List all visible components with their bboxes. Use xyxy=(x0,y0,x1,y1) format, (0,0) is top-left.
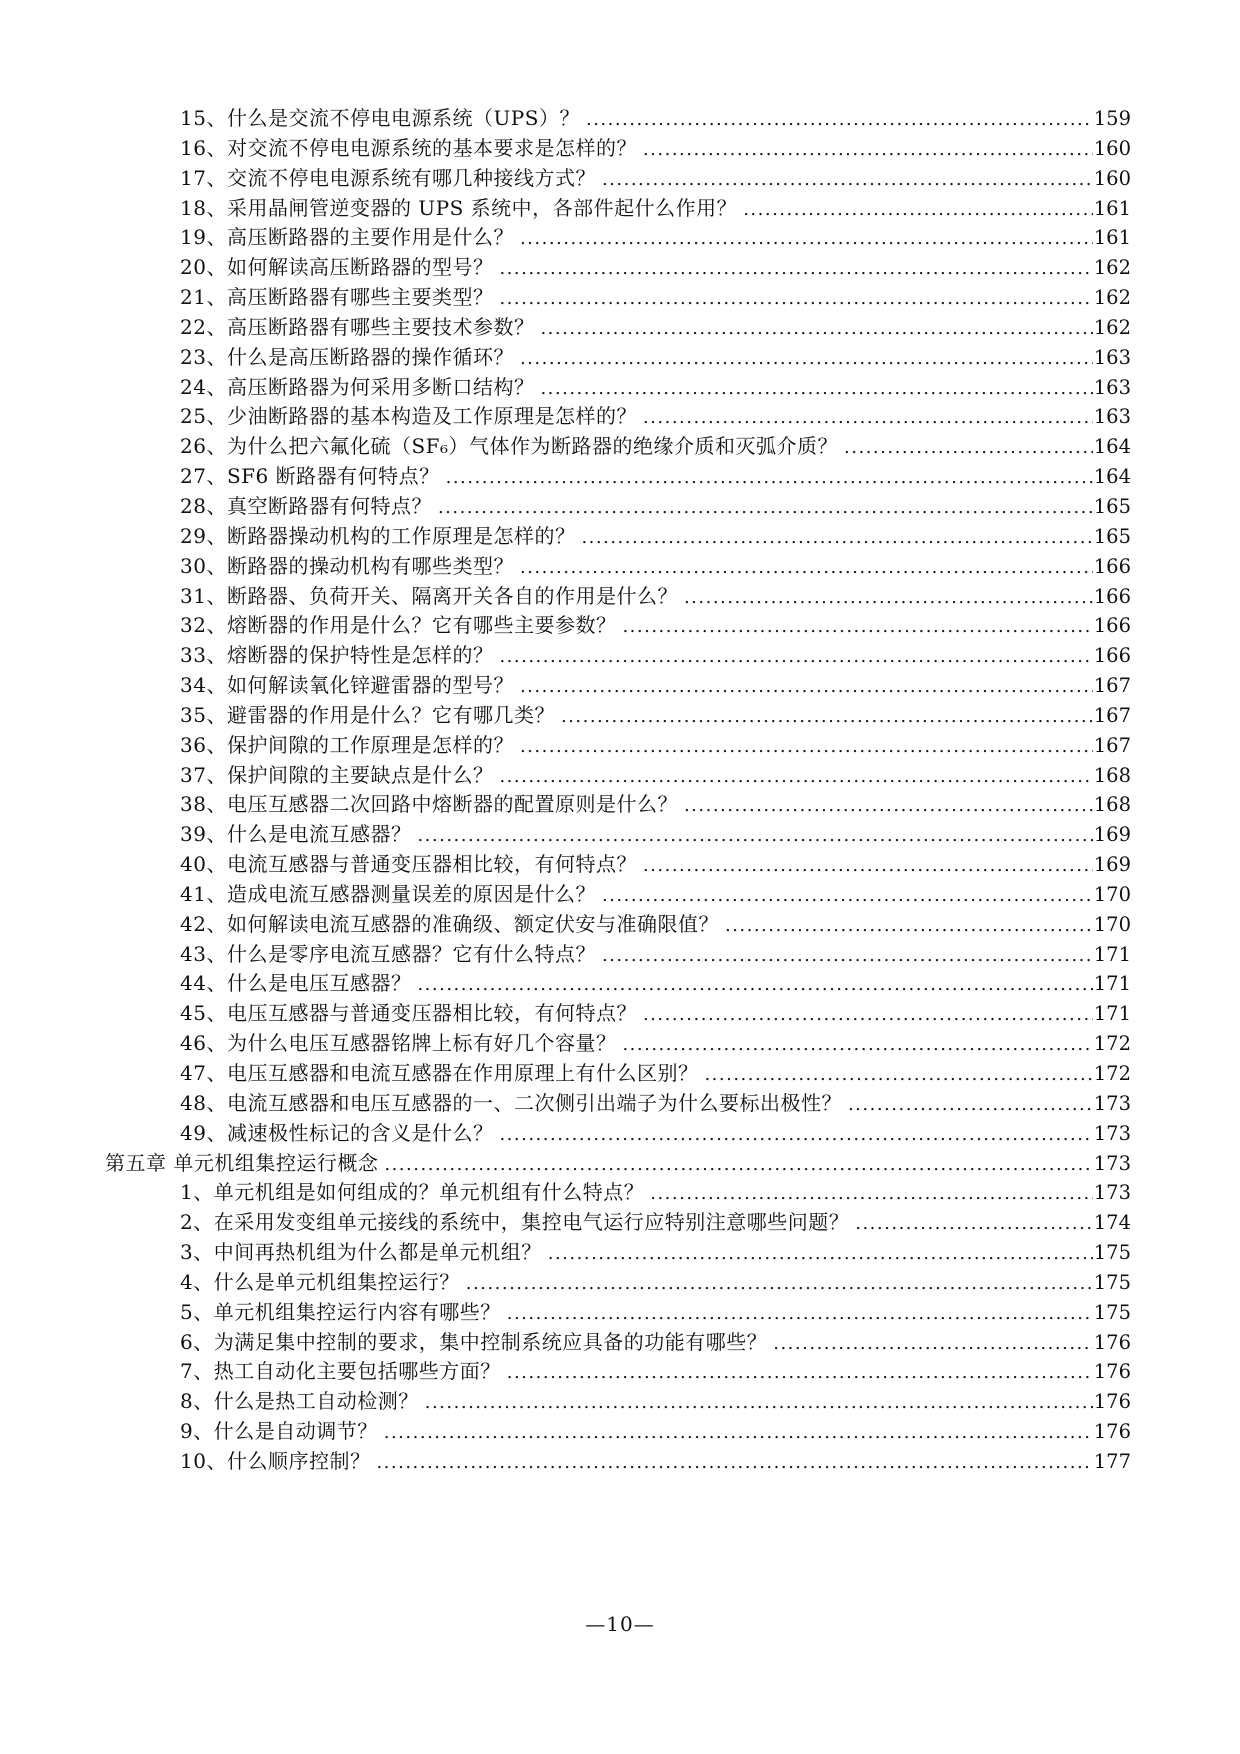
toc-entry xyxy=(105,194,1131,224)
toc-entry xyxy=(105,671,1131,701)
toc-entry xyxy=(105,611,1131,641)
toc-entry xyxy=(105,223,1131,253)
toc-entry xyxy=(105,1059,1131,1089)
toc-entry-label: 16、对交流不停电电源系统的基本要求是怎样的？ xyxy=(180,135,637,160)
toc-entry-page: 173 xyxy=(1093,1121,1131,1145)
toc-entry xyxy=(105,164,1131,194)
toc-leader-dots xyxy=(520,731,1093,762)
toc-entry-page: 162 xyxy=(1093,315,1131,339)
toc-entry-label: 4、什么是单元机组集控运行？ xyxy=(180,1269,460,1294)
toc-leader-dots xyxy=(499,253,1092,284)
toc-entry-label: 26、为什么把六氟化硫（SF₆）气体作为断路器的绝缘介质和灭弧介质？ xyxy=(180,434,839,459)
toc-entry-page: 168 xyxy=(1093,763,1131,787)
toc-entry-page: 176 xyxy=(1093,1420,1131,1444)
toc-entry xyxy=(105,134,1131,164)
toc-entry-label: 9、什么是自动调节？ xyxy=(180,1419,378,1444)
toc-leader-dots xyxy=(438,492,1093,523)
toc-entry xyxy=(105,1357,1131,1387)
toc-entry-label: 25、少油断路器的基本构造及工作原理是怎样的？ xyxy=(180,404,637,429)
toc-entry-label: 第五章 单元机组集控运行概念 xyxy=(105,1150,379,1175)
toc-entry-page: 166 xyxy=(1093,554,1131,578)
toc-entry-page: 167 xyxy=(1093,674,1131,698)
toc-entry-page: 162 xyxy=(1093,256,1131,280)
toc-entry xyxy=(105,582,1131,612)
toc-entry-page: 171 xyxy=(1093,1002,1131,1026)
toc-entry xyxy=(105,641,1131,671)
toc-entry xyxy=(105,910,1131,940)
toc-leader-dots xyxy=(622,611,1092,642)
toc-entry-page: 161 xyxy=(1093,196,1131,220)
toc-leader-dots xyxy=(844,432,1093,463)
toc-entry-label: 24、高压断路器为何采用多断口结构？ xyxy=(180,374,535,399)
toc-leader-dots xyxy=(520,671,1093,702)
toc-entry-page: 175 xyxy=(1093,1300,1131,1324)
toc-leader-dots xyxy=(643,999,1093,1030)
toc-entry-label: 30、断路器的操动机构有哪些类型？ xyxy=(180,553,514,578)
toc-list xyxy=(105,104,1131,1477)
toc-leader-dots xyxy=(650,1178,1093,1209)
toc-entry xyxy=(105,880,1131,910)
toc-entry xyxy=(105,1447,1131,1477)
toc-entry-label: 2、在采用发变组单元接线的系统中，集控电气运行应特别注意哪些问题？ xyxy=(180,1210,850,1235)
toc-entry-label: 17、交流不停电电源系统有哪几种接线方式？ xyxy=(180,165,596,190)
toc-entry-label: 18、采用晶闸管逆变器的 UPS 系统中，各部件起什么作用？ xyxy=(180,195,738,220)
toc-leader-dots xyxy=(548,1238,1093,1269)
toc-entry xyxy=(105,373,1131,403)
toc-entry xyxy=(105,1089,1131,1119)
toc-leader-dots xyxy=(446,462,1093,493)
toc-leader-dots xyxy=(643,402,1093,433)
toc-entry-label: 42、如何解读电流互感器的准确级、额定伏安与准确限值？ xyxy=(180,911,719,936)
toc-entry-label: 7、热工自动化主要包括哪些方面？ xyxy=(180,1359,501,1384)
toc-leader-dots xyxy=(384,1417,1093,1448)
toc-leader-dots xyxy=(417,969,1092,1000)
toc-leader-dots xyxy=(848,1089,1093,1120)
toc-entry-label: 48、电流互感器和电压互感器的一、二次侧引出端子为什么要标出极性？ xyxy=(180,1090,842,1115)
toc-entry xyxy=(105,432,1131,462)
toc-entry-page: 173 xyxy=(1093,1151,1131,1175)
toc-leader-dots xyxy=(643,850,1093,881)
toc-leader-dots xyxy=(540,313,1092,344)
toc-leader-dots xyxy=(622,1029,1092,1060)
toc-entry xyxy=(105,969,1131,999)
toc-entry xyxy=(105,999,1131,1029)
toc-entry xyxy=(105,731,1131,761)
toc-entry-label: 41、造成电流互感器测量误差的原因是什么？ xyxy=(180,881,596,906)
toc-entry-label: 35、避雷器的作用是什么？它有哪几类？ xyxy=(180,702,555,727)
toc-entry-label: 22、高压断路器有哪些主要技术参数？ xyxy=(180,314,535,339)
toc-entry-page: 173 xyxy=(1093,1091,1131,1115)
toc-leader-dots xyxy=(704,1059,1092,1090)
toc-entry xyxy=(105,1238,1131,1268)
toc-entry-page: 161 xyxy=(1093,226,1131,250)
toc-leader-dots xyxy=(376,1447,1092,1478)
toc-entry xyxy=(105,522,1131,552)
toc-entry-page: 160 xyxy=(1093,136,1131,160)
toc-leader-dots xyxy=(586,104,1093,135)
toc-leader-dots xyxy=(684,582,1093,613)
toc-entry xyxy=(105,492,1131,522)
toc-entry-label: 39、什么是电流互感器？ xyxy=(180,822,412,847)
toc-entry-label: 10、什么顺序控制？ xyxy=(180,1448,371,1473)
toc-entry-label: 45、电压互感器与普通变压器相比较，有何特点？ xyxy=(180,1001,637,1026)
toc-entry-page: 171 xyxy=(1093,972,1131,996)
toc-entry-page: 166 xyxy=(1093,584,1131,608)
toc-entry xyxy=(105,1178,1131,1208)
toc-entry-page: 164 xyxy=(1093,435,1131,459)
toc-leader-dots xyxy=(520,343,1093,374)
toc-entry xyxy=(105,701,1131,731)
toc-entry-label: 34、如何解读氧化锌避雷器的型号？ xyxy=(180,673,514,698)
page-number-footer: —10— xyxy=(585,1612,655,1636)
toc-entry xyxy=(105,552,1131,582)
toc-entry xyxy=(105,343,1131,373)
toc-entry-label: 27、SF6 断路器有何特点？ xyxy=(180,464,440,489)
toc-leader-dots xyxy=(425,1387,1093,1418)
toc-entry-page: 176 xyxy=(1093,1390,1131,1414)
toc-entry-label: 28、真空断路器有何特点？ xyxy=(180,493,432,518)
toc-entry-label: 3、中间再热机组为什么都是单元机组？ xyxy=(180,1240,542,1265)
toc-leader-dots xyxy=(540,373,1092,404)
toc-entry-page: 164 xyxy=(1093,465,1131,489)
toc-entry-label: 49、减速极性标记的含义是什么？ xyxy=(180,1120,494,1145)
toc-entry xyxy=(105,402,1131,432)
toc-entry-page: 173 xyxy=(1093,1181,1131,1205)
toc-entry-page: 166 xyxy=(1093,644,1131,668)
toc-entry-page: 160 xyxy=(1093,166,1131,190)
toc-entry-page: 177 xyxy=(1093,1449,1131,1473)
toc-leader-dots xyxy=(643,134,1093,165)
toc-entry xyxy=(105,820,1131,850)
toc-leader-dots xyxy=(466,1268,1093,1299)
toc-entry xyxy=(105,1029,1131,1059)
toc-entry xyxy=(105,313,1131,343)
toc-leader-dots xyxy=(499,283,1092,314)
toc-entry-label: 40、电流互感器与普通变压器相比较，有何特点？ xyxy=(180,852,637,877)
toc-leader-dots xyxy=(602,940,1093,971)
toc-entry-label: 36、保护间隙的工作原理是怎样的？ xyxy=(180,732,514,757)
toc-entry-label: 46、为什么电压互感器铭牌上标有好几个容量？ xyxy=(180,1031,617,1056)
toc-entry-label: 1、单元机组是如何组成的？单元机组有什么特点？ xyxy=(180,1180,645,1205)
toc-entry-page: 167 xyxy=(1093,733,1131,757)
toc-leader-dots xyxy=(384,1149,1092,1180)
toc-entry-page: 163 xyxy=(1093,345,1131,369)
toc-entry xyxy=(105,253,1131,283)
toc-entry-label: 6、为满足集中控制的要求，集中控制系统应具备的功能有哪些？ xyxy=(180,1329,768,1354)
toc-entry-page: 163 xyxy=(1093,405,1131,429)
toc-leader-dots xyxy=(507,1357,1093,1388)
toc-leader-dots xyxy=(507,1298,1093,1329)
toc-leader-dots xyxy=(855,1208,1093,1239)
toc-leader-dots xyxy=(602,880,1093,911)
toc-entry xyxy=(105,1119,1131,1149)
toc-entry-label: 8、什么是热工自动检测？ xyxy=(180,1389,419,1414)
toc-entry-page: 168 xyxy=(1093,793,1131,817)
toc-entry xyxy=(105,1298,1131,1328)
toc-entry-label: 43、什么是零序电流互感器？它有什么特点？ xyxy=(180,941,596,966)
toc-entry xyxy=(105,283,1131,313)
toc-entry-page: 172 xyxy=(1093,1032,1131,1056)
toc-entry xyxy=(105,1387,1131,1417)
toc-entry xyxy=(105,1208,1131,1238)
toc-entry-page: 162 xyxy=(1093,286,1131,310)
toc-entry-page: 170 xyxy=(1093,912,1131,936)
toc-entry-label: 29、断路器操动机构的工作原理是怎样的？ xyxy=(180,523,576,548)
toc-entry-label: 15、什么是交流不停电电源系统（UPS）？ xyxy=(180,106,580,130)
toc-leader-dots xyxy=(499,761,1092,792)
toc-entry xyxy=(105,104,1131,134)
toc-leader-dots xyxy=(520,552,1093,583)
toc-entry-page: 175 xyxy=(1093,1241,1131,1265)
toc-leader-dots xyxy=(499,1119,1092,1150)
toc-entry-label: 33、熔断器的保护特性是怎样的？ xyxy=(180,643,494,668)
toc-entry-page: 169 xyxy=(1093,853,1131,877)
toc-leader-dots xyxy=(725,910,1093,941)
toc-entry-page: 165 xyxy=(1093,494,1131,518)
toc-leader-dots xyxy=(684,790,1093,821)
toc-entry-page: 165 xyxy=(1093,524,1131,548)
toc-entry-page: 176 xyxy=(1093,1360,1131,1384)
toc-leader-dots xyxy=(520,223,1093,254)
toc-chapter-entry xyxy=(105,1149,1131,1179)
toc-entry-label: 32、熔断器的作用是什么？它有哪些主要参数？ xyxy=(180,613,617,638)
toc-leader-dots xyxy=(417,820,1092,851)
toc-entry-label: 23、什么是高压断路器的操作循环？ xyxy=(180,344,514,369)
toc-entry-page: 163 xyxy=(1093,375,1131,399)
toc-entry-label: 37、保护间隙的主要缺点是什么？ xyxy=(180,762,494,787)
toc-entry-page: 170 xyxy=(1093,882,1131,906)
toc-entry-label: 44、什么是电压互感器？ xyxy=(180,971,412,996)
toc-entry xyxy=(105,1328,1131,1358)
toc-entry-page: 159 xyxy=(1093,107,1131,130)
toc-entry-page: 166 xyxy=(1093,614,1131,638)
toc-entry-page: 171 xyxy=(1093,942,1131,966)
toc-entry-page: 176 xyxy=(1093,1330,1131,1354)
toc-leader-dots xyxy=(602,164,1093,195)
toc-entry-label: 5、单元机组集控运行内容有哪些？ xyxy=(180,1299,501,1324)
toc-leader-dots xyxy=(561,701,1093,732)
toc-leader-dots xyxy=(743,194,1093,225)
toc-entry-page: 172 xyxy=(1093,1062,1131,1085)
toc-entry xyxy=(105,940,1131,970)
toc-leader-dots xyxy=(581,522,1092,553)
toc-entry xyxy=(105,761,1131,791)
toc-entry-label: 31、断路器、负荷开关、隔离开关各自的作用是什么？ xyxy=(180,583,678,608)
toc-entry-page: 169 xyxy=(1093,823,1131,847)
toc-entry xyxy=(105,1417,1131,1447)
toc-entry-label: 38、电压互感器二次回路中熔断器的配置原则是什么？ xyxy=(180,792,678,817)
toc-leader-dots xyxy=(773,1328,1093,1359)
toc-entry-label: 19、高压断路器的主要作用是什么？ xyxy=(180,225,514,250)
toc-entry-label: 21、高压断路器有哪些主要类型？ xyxy=(180,285,494,310)
toc-entry-label: 47、电压互感器和电流互感器在作用原理上有什么区别？ xyxy=(180,1061,699,1085)
toc-entry xyxy=(105,1268,1131,1298)
toc-entry xyxy=(105,462,1131,492)
toc-entry-label: 20、如何解读高压断路器的型号？ xyxy=(180,255,494,280)
toc-entry xyxy=(105,850,1131,880)
toc-entry-page: 167 xyxy=(1093,703,1131,727)
toc-entry-page: 174 xyxy=(1093,1211,1131,1235)
toc-leader-dots xyxy=(499,641,1092,672)
toc-entry-page: 175 xyxy=(1093,1270,1131,1294)
toc-entry xyxy=(105,790,1131,820)
